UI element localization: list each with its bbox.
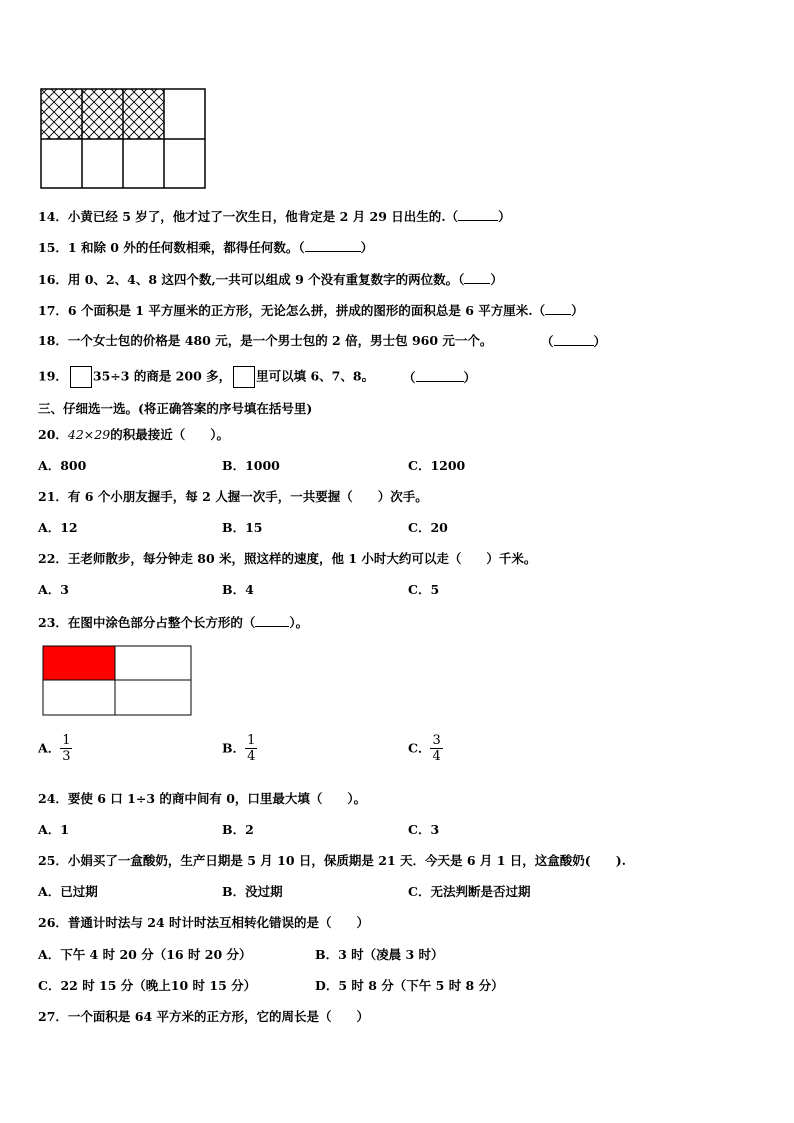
answer-blank-23[interactable] [255,614,289,627]
question-19-text-middle: 35÷3 的商是 200 多， [92,368,232,384]
question-18-answer [541,333,606,350]
option-c[interactable]: C．1200 [408,458,466,473]
close-paren: ）。 [289,615,309,630]
denominator: 4 [247,749,256,764]
question-25: 25．小娟买了一盒酸奶，生产日期是 5 月 10 日，保质期是 21 天．今天是 6 月 1 日，这盒酸奶( ). [38,853,626,868]
answer-blank-17[interactable] [545,302,571,315]
option-a[interactable]: A．12 [38,520,78,535]
close-paren: ） [571,303,584,318]
question-19-answer [403,369,476,386]
open-paren: （ [541,334,554,349]
close-paren: ） [490,272,503,287]
answer-blank-16[interactable] [464,271,490,284]
option-c[interactable] [408,733,443,764]
question-19-number: 19． [38,368,68,384]
section-3-title: 三、仔细选一选。(将正确答案的序号填在括号里) [38,401,313,416]
option-d[interactable]: D．5 时 8 分（下午 5 时 8 分） [315,978,504,993]
question-21: 21．有 6 个小朋友握手，每 2 人握一次手，一共要握（ ）次手。 [38,489,428,504]
question-18 [38,333,492,349]
math-expression: 42×29 [67,427,111,442]
option-c[interactable]: C．5 [408,582,440,597]
question-16 [38,271,503,288]
question-20-text: 的积最接近（ ）。 [110,427,229,442]
option-a[interactable]: A．已过期 [38,884,98,899]
answer-blank-18[interactable] [554,333,594,346]
answer-blank-14[interactable] [458,208,498,221]
question-22: 22．王老师散步，每分钟走 80 米，照这样的速度，他 1 小时大约可以走（ ）千米。 [38,551,537,566]
question-26: 26．普通计时法与 24 时计时法互相转化错误的是（ ） [38,915,369,930]
option-b-label: B． [222,740,246,756]
numerator: 1 [62,733,71,748]
question-17-text: 17．6 个面积是 1 平方厘米的正方形，无论怎么拼，拼成的图形的面积总是 6 平方厘米.（ [38,303,546,318]
close-paren: ） [498,209,511,224]
close-paren: ） [360,240,374,255]
question-14-text: 14．小黄已经 5 岁了，他才过了一次生日，他肯定是 2 月 29 日出生的.（ [38,209,459,224]
option-a-label: A． [38,740,61,756]
question-20-number: 20． [38,427,68,442]
question-24: 24．要使 6 口 1÷3 的商中间有 0，口里最大填（ ）。 [38,791,367,806]
option-a[interactable]: A．1 [38,822,69,837]
square-box[interactable] [233,366,255,388]
answer-blank-19[interactable] [416,369,464,382]
question-14 [38,208,511,225]
option-c[interactable]: C．20 [408,520,448,535]
option-a[interactable]: A．下午 4 时 20 分（16 时 20 分） [38,947,252,962]
question-23 [38,614,308,631]
question-16-text: 16．用 0、2、4、8 这四个数,一共可以组成 9 个没有重复数字的两位数。（ [38,272,465,287]
question-27: 27．一个面积是 64 平方米的正方形，它的周长是（ ） [38,1009,369,1024]
numerator: 3 [432,733,441,748]
option-c[interactable]: C．22 时 15 分（晚上10 时 15 分） [38,978,257,993]
option-c[interactable]: C．无法判断是否过期 [408,884,531,899]
question-17 [38,302,584,319]
option-b[interactable]: B．15 [222,520,263,535]
answer-blank-15[interactable] [305,239,361,252]
option-b[interactable]: B．1000 [222,458,280,473]
close-paren: ） [463,370,477,385]
rectangle-figure [42,645,194,719]
option-b[interactable]: B．没过期 [222,884,283,899]
close-paren: ） [593,334,607,349]
option-b[interactable]: B．3 时（凌晨 3 时） [315,947,444,962]
option-b[interactable]: B．4 [222,582,254,597]
question-19 [38,366,374,388]
option-c[interactable]: C．3 [408,822,440,837]
option-a[interactable] [38,733,72,764]
hatched-grid-figure [39,87,207,191]
question-18-text: 18．一个女士包的价格是 480 元，是一个男士包的 2 倍，男士包 960 元一个。 [38,333,493,348]
question-20 [38,427,229,443]
option-b[interactable] [222,733,257,764]
question-23-text: 23．在图中涂色部分占整个长方形的（ [38,615,256,630]
fraction [245,733,257,764]
shaded-cell [43,646,115,680]
option-c-label: C． [408,740,431,756]
square-box[interactable] [70,366,92,388]
option-b[interactable]: B．2 [222,822,254,837]
question-19-text-end: 里可以填 6、7、8。 [256,368,375,384]
denominator: 4 [432,749,441,764]
fraction [430,733,442,764]
denominator: 3 [62,749,71,764]
question-15 [38,239,373,256]
question-15-text: 15．1 和除 0 外的任何数相乘，都得任何数。（ [38,240,305,255]
numerator: 1 [247,733,256,748]
option-a[interactable]: A．800 [38,458,87,473]
open-paren: （ [403,370,416,385]
option-a[interactable]: A．3 [38,582,69,597]
fraction [60,733,72,764]
